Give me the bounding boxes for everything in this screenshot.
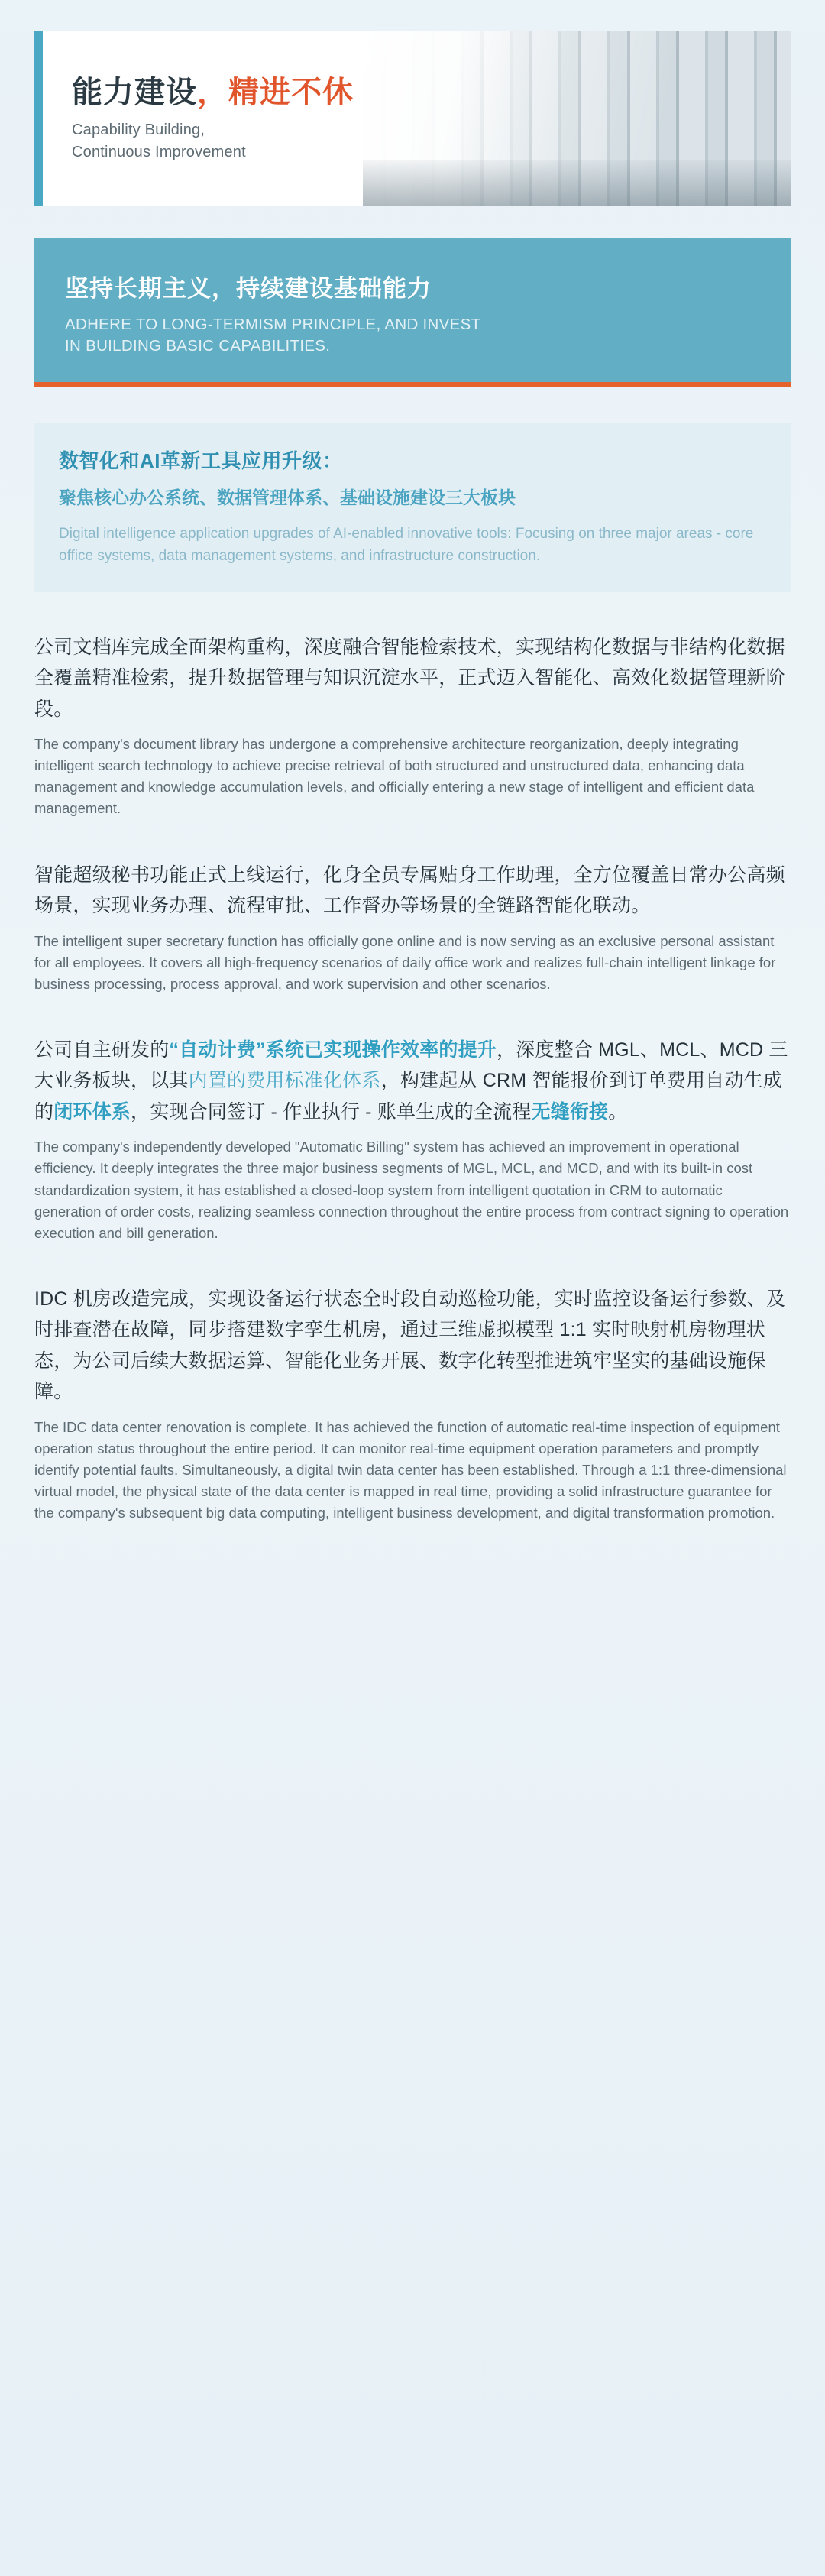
hero-title-cn xyxy=(72,73,354,112)
paragraph-3-part-1: “自动计费”系统已实现操作效率的提升 xyxy=(169,1039,497,1061)
paragraph-3-part-0: 公司自主研发的 xyxy=(34,1039,170,1061)
hero-title-cn-separator: ， xyxy=(197,76,228,109)
hero-card xyxy=(34,31,791,206)
paragraph-3-part-3: 内置的费用标准化体系 xyxy=(188,1070,381,1092)
paragraph-block-4 xyxy=(34,1284,791,1525)
paragraph-3-en: The company's independently developed "Automatic Billing" system has achieved an improvement in operational efficiency. It deeply integrates the three major business segments of MGL, MCL, and MCD, and with its built-in cost standardization system, it has established a closed-loop system from intelligent quotation in CRM to automatic generation of order costs, realizing seamless connection throughout the entire process from contract signing to operation execution and bill generation. xyxy=(34,1139,789,1241)
paragraph-3-part-4: ，构建起从 CRM 智能报价到订单费用自动生成的 xyxy=(34,1070,783,1123)
hero-accent-bar xyxy=(34,31,43,206)
paragraph-1-cn: 公司文档库完成全面架构重构，深度融合智能检索技术，实现结构化数据与非结构化数据全覆盖精准检索，提升数据管理与知识沉淀水平，正式迈入智能化、高效化数据管理新阶段。 xyxy=(34,636,785,720)
paragraph-2-en: The intelligent super secretary function has officially gone online and is now serving as an exclusive personal assistant for all employees. It covers all high-frequency scenarios of daily office work and realizes full-chain intelligent linkage for business processing, process approval, and work supervision and other scenarios. xyxy=(34,932,776,992)
banner-title-cn: 坚持长期主义，持续建设基础能力 xyxy=(65,275,432,302)
content-body xyxy=(34,387,791,1554)
paragraph-block-1 xyxy=(34,632,791,820)
banner-title-en-line1: ADHERE TO LONG-TERMISM PRINCIPLE, AND INVEST xyxy=(65,316,481,333)
paragraph-3-part-8: 。 xyxy=(608,1100,628,1123)
hero-text xyxy=(43,73,354,164)
hero-title-cn-part1: 能力建设 xyxy=(72,76,197,109)
hero-title-en-line2: Continuous Improvement xyxy=(72,144,246,160)
highlight-subtitle: 聚焦核心办公系统、数据管理体系、基础设施建设三大板块 xyxy=(59,488,516,508)
section-banner xyxy=(34,238,791,387)
paragraph-3-part-6: ，实现合同签订 - 作业执行 - 账单生成的全流程 xyxy=(131,1100,532,1123)
hero-title-en-line1: Capability Building, xyxy=(72,122,205,138)
highlight-box xyxy=(34,423,791,591)
paragraph-3-part-5: 闭环体系 xyxy=(53,1100,131,1123)
paragraph-1-en: The company's document library has undergone a comprehensive architecture reorganization, deeply integrating intelligent search technology to achieve precise retrieval of both structured and unstructured data, enhancing data management and knowledge accumulation levels, and officially entering a new stage of intelligent and efficient data management. xyxy=(34,736,755,817)
paragraph-block-3 xyxy=(34,1035,791,1244)
highlight-title: 数智化和AI革新工具应用升级： xyxy=(59,449,343,473)
hero-title-cn-part2: 精进不休 xyxy=(228,76,354,109)
paragraph-block-2 xyxy=(34,860,791,995)
banner-title-en xyxy=(65,314,760,356)
bottom-spacer xyxy=(34,1524,791,1554)
banner-title-en-line2: IN BUILDING BASIC CAPABILITIES. xyxy=(65,336,331,355)
paragraph-3-part-2: ，深度整合 MGL、MCL、MCD 三大业务板块，以其 xyxy=(34,1039,788,1092)
hero-photo-warehouse xyxy=(363,31,791,206)
paragraph-3-cn xyxy=(34,1035,791,1128)
paragraph-4-en: The IDC data center renovation is complete. It has achieved the function of automatic real-time inspection of equipment operation status throughout the entire period. It can monitor real-time equipment operation parameters and promptly identify potential faults. Simultaneously, a digital twin data center has been established. Through a 1:1 three-dimensional virtual model, the physical state of the data center is mapped in real time, providing a solid infrastructure guarantee for the company's subsequent big data computing, intelligent business development, and digital transformation promotion. xyxy=(34,1418,787,1521)
paragraph-3-part-7: 无缝衔接 xyxy=(531,1100,609,1123)
paragraph-2-cn: 智能超级秘书功能正式上线运行，化身全员专属贴身工作助理，全方位覆盖日常办公高频场景，实现业务办理、流程审批、工作督办等场景的全链路智能化联动。 xyxy=(34,864,785,917)
paragraph-4-cn: IDC 机房改造完成，实现设备运行状态全时段自动巡检功能，实时监控设备运行参数、及时排查潜在故障，同步搭建数字孪生机房，通过三维虚拟模型 1:1 实时映射机房物理状态，为公司后续大数据运算、智能化业务开展、数字化转型推进筑牢坚实的基础设施保障。 xyxy=(34,1288,786,1403)
hero-inner xyxy=(43,31,791,206)
highlight-english: Digital intelligence application upgrades of AI-enabled innovative tools: Focusing on three major areas - core office systems, data management systems, and infrastructure construction. xyxy=(59,525,754,564)
hero-title-en xyxy=(72,119,354,164)
